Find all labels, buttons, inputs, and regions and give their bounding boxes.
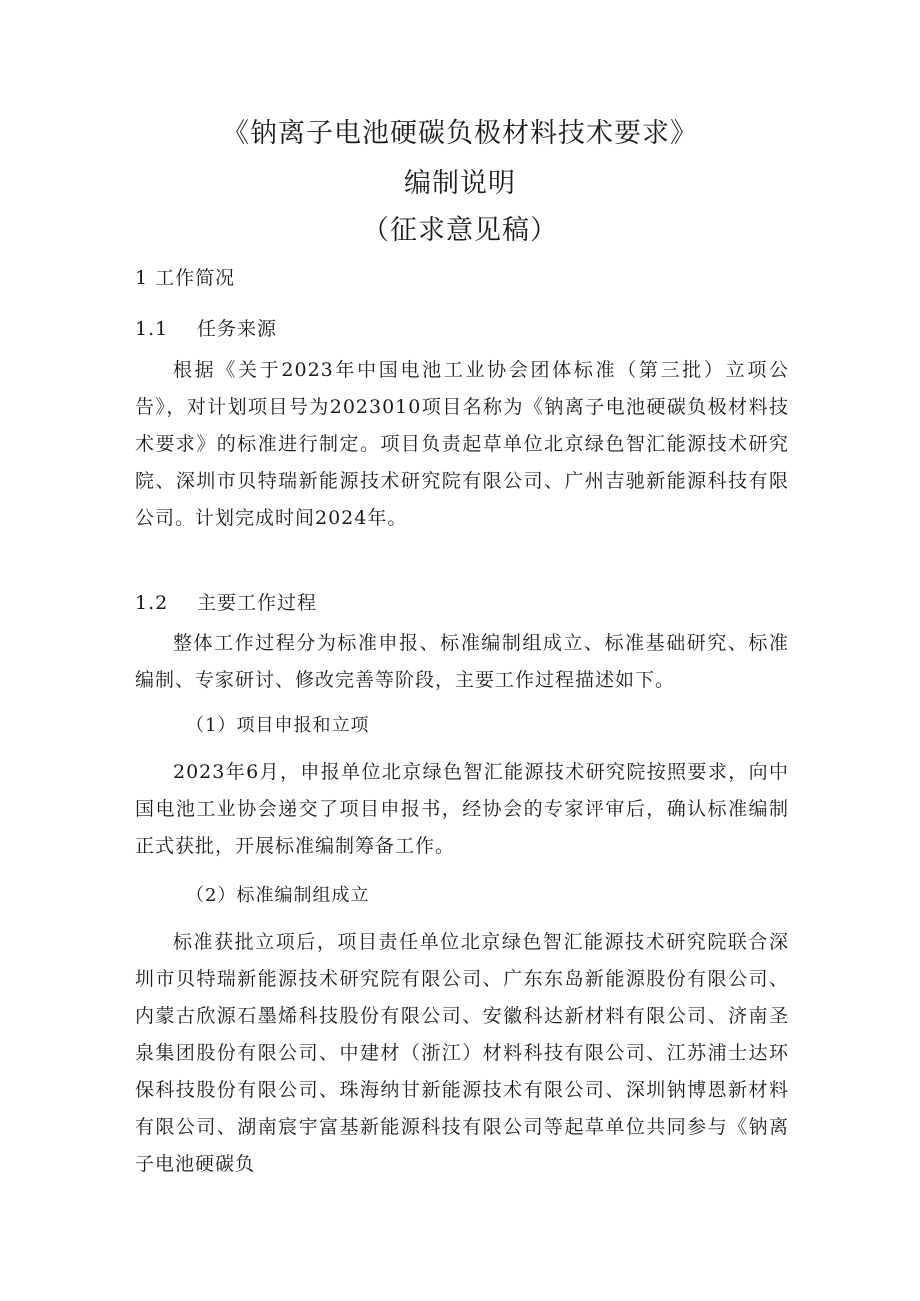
section-1-1-paragraph: 根据《关于2023年中国电池工业协会团体标准（第三批）立项公告》，对计划项目号为2023010项目名称为《钠离子电池硬碳负极材料技术要求》的标准进行制定。项目负责起草单位北京绿色智汇能源技术研究院、深圳市贝特瑞新能源技术研究院有限公司、广州吉驰新能源科技有限公司。计划完成时间2024年。 bbox=[135, 359, 789, 529]
section-1-2-number: 1.2 bbox=[135, 592, 169, 614]
step-2-heading: （2）标准编制组成立 bbox=[186, 885, 370, 906]
document-subtitle: 编制说明 bbox=[404, 168, 516, 199]
section-1-2-heading bbox=[135, 589, 317, 617]
section-1-1-title: 任务来源 bbox=[197, 318, 278, 340]
document-title: 《钠离子电池硬碳负极材料技术要求》 bbox=[222, 118, 698, 149]
document-status: （征求意见稿） bbox=[362, 215, 558, 246]
step-2-paragraph: 标准获批立项后，项目责任单位北京绿色智汇能源技术研究院联合深圳市贝特瑞新能源技术研究院有限公司、广东东岛新能源股份有限公司、内蒙古欣源石墨烯科技股份有限公司、安徽科达新材料有限公司、济南圣泉集团股份有限公司、中建材（浙江）材料科技有限公司、江苏浦士达环保科技股份有限公司、珠海纳甘新能源技术有限公司、深圳钠博恩新材料有限公司、湖南宸宇富基新能源科技有限公司等起草单位共同参与《钠离子电池硬碳负 bbox=[135, 931, 789, 1175]
section-1-2-title: 主要工作过程 bbox=[197, 592, 318, 614]
section-1-heading: 1 工作简况 bbox=[135, 267, 236, 289]
section-1-2-intro-paragraph: 整体工作过程分为标准申报、标准编制组成立、标准基础研究、标准编制、专家研讨、修改完善等阶段，主要工作过程描述如下。 bbox=[135, 632, 789, 691]
section-1-1-number: 1.1 bbox=[135, 318, 169, 340]
section-1-1-heading bbox=[135, 315, 277, 343]
step-1-heading: （1）项目申报和立项 bbox=[186, 715, 370, 736]
step-1-paragraph: 2023年6月，申报单位北京绿色智汇能源技术研究院按照要求，向中国电池工业协会递交了项目申报书，经协会的专家评审后，确认标准编制正式获批，开展标准编制筹备工作。 bbox=[135, 761, 789, 857]
